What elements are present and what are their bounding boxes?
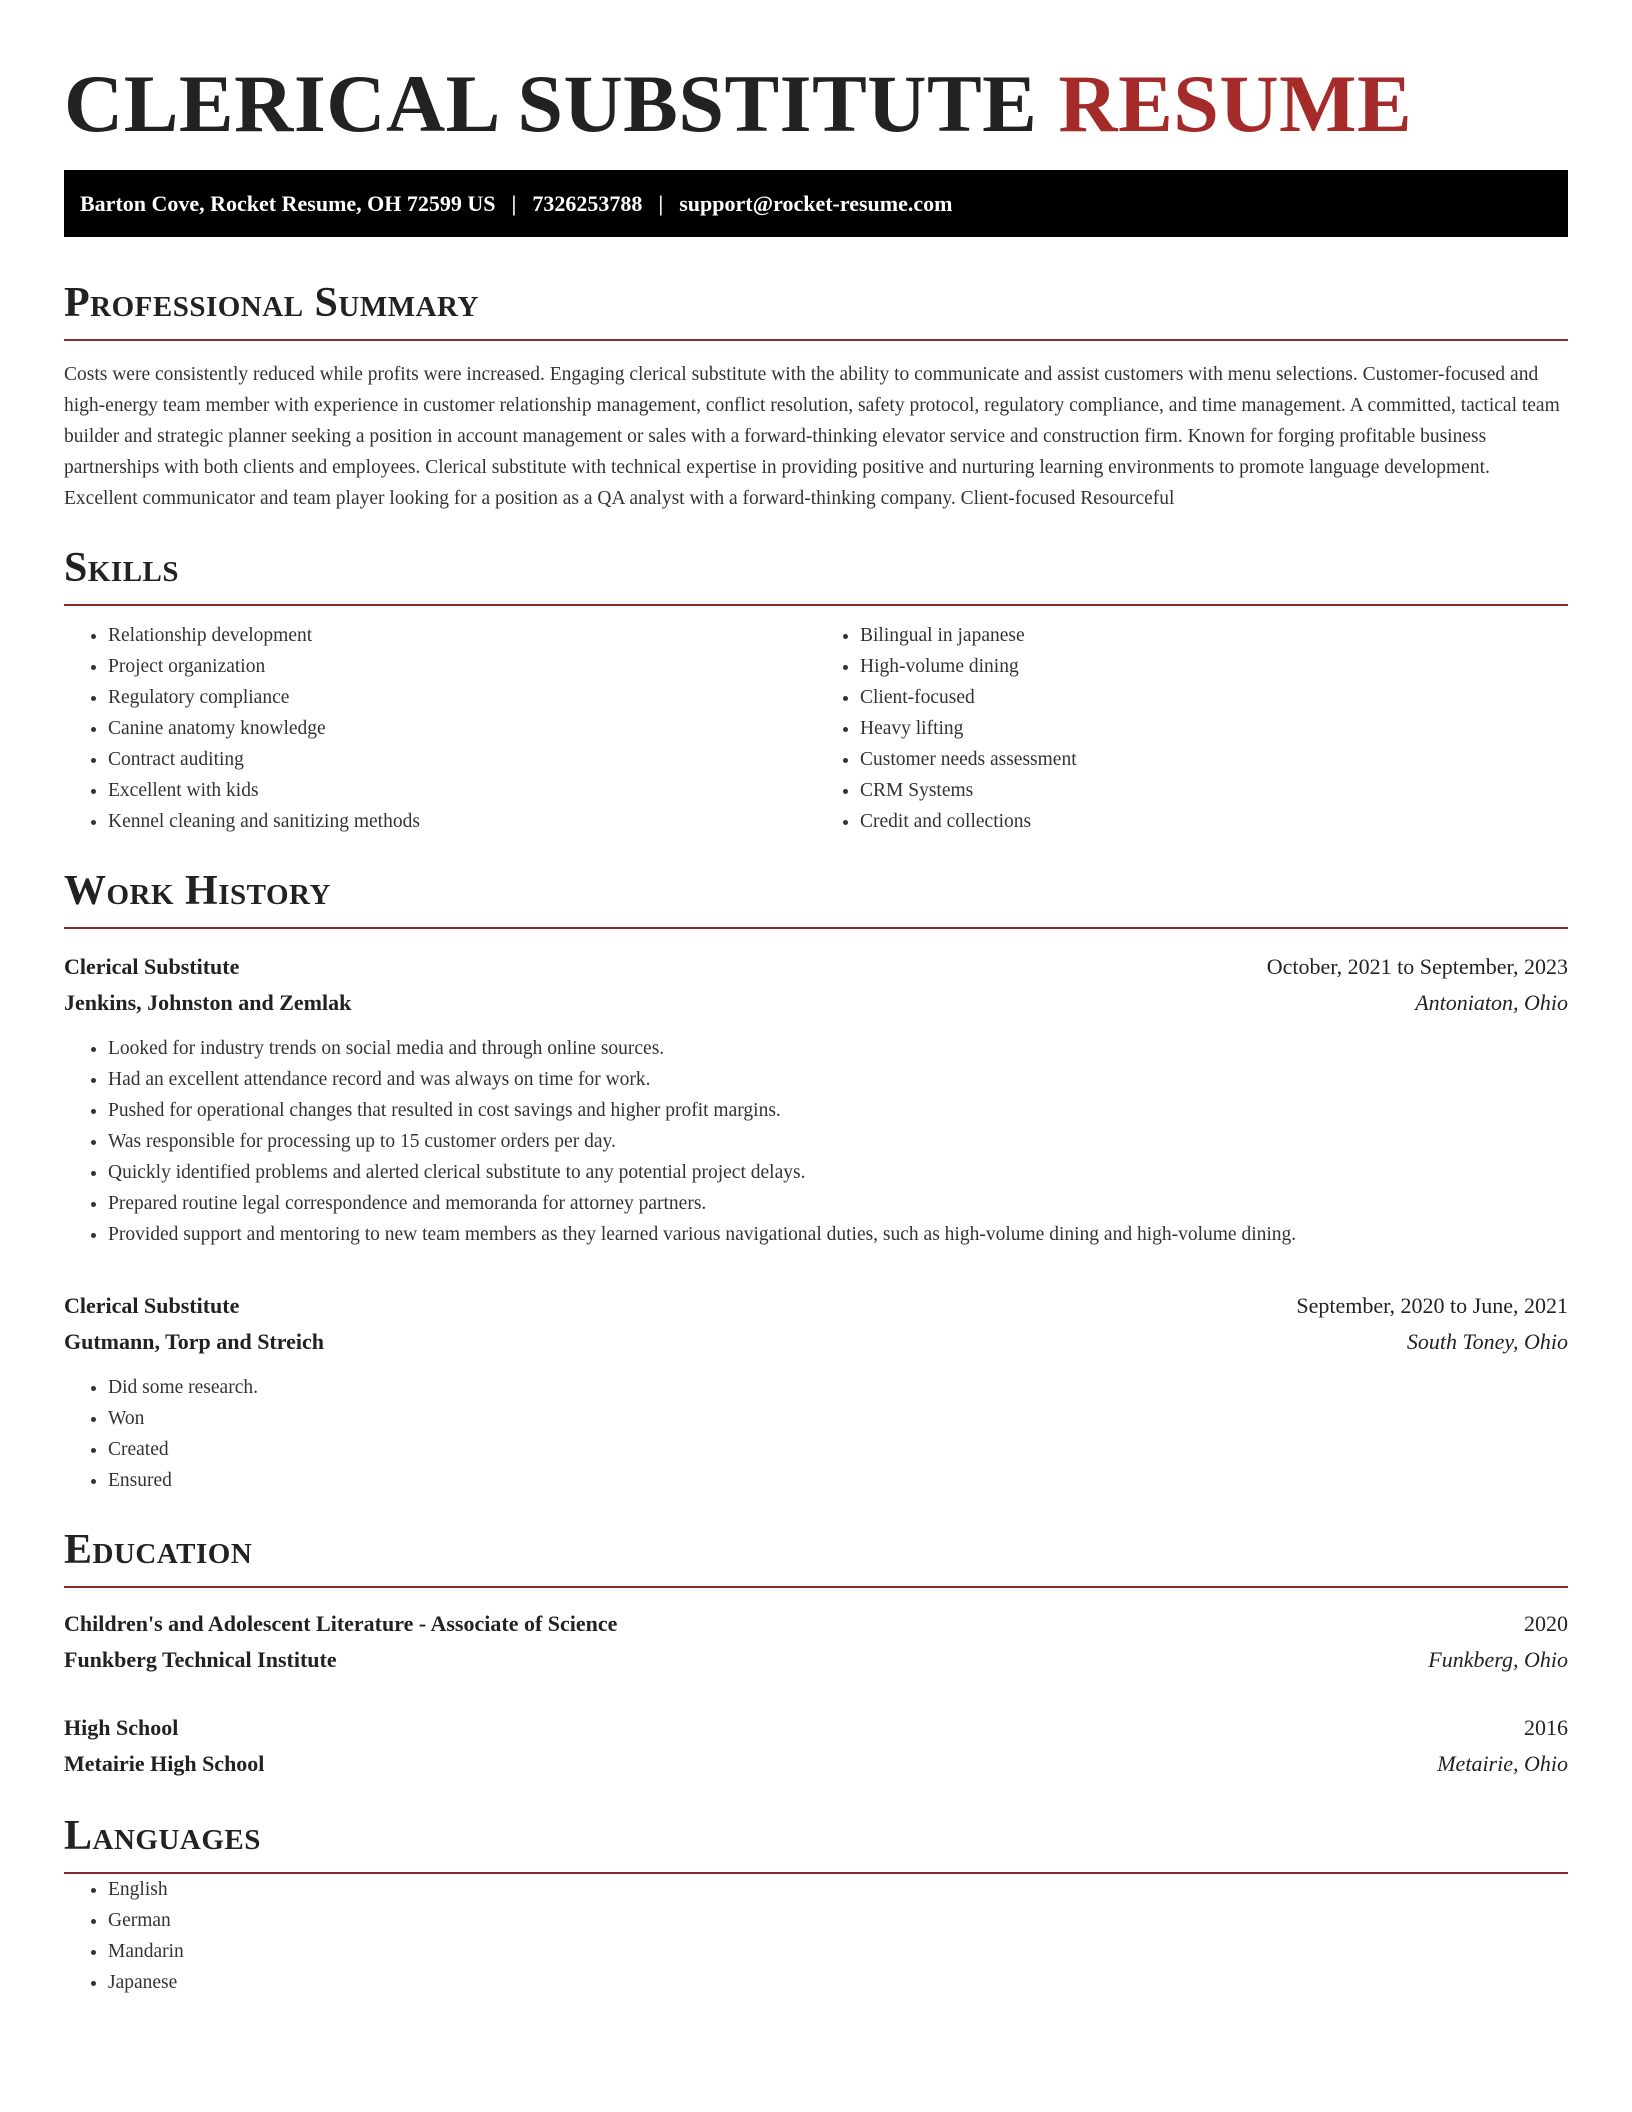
language-item: • German (108, 1905, 1568, 1936)
languages-list (64, 1874, 1568, 1998)
skill-item: • Heavy lifting (860, 713, 1568, 744)
duty-item: • Prepared routine legal correspondence and memoranda for attorney partners. (108, 1188, 1568, 1219)
degree-name: Children's and Adolescent Literature - Associate of Science (64, 1611, 618, 1636)
contact-phone: 7326253788 (532, 190, 643, 216)
job-company-row (64, 985, 1568, 1021)
skill-item: • CRM Systems (860, 775, 1568, 806)
skill-item: • High-volume dining (860, 651, 1568, 682)
duty-item: • Did some research. (108, 1372, 1568, 1403)
skills-heading: Skills (64, 544, 1568, 606)
language-item: • Japanese (108, 1967, 1568, 1998)
duty-item: • Had an excellent attendance record and was always on time for work. (108, 1064, 1568, 1095)
language-item: • English (108, 1874, 1568, 1905)
education-heading: Education (64, 1526, 1568, 1588)
school-location: Metairie, Ohio (1437, 1751, 1568, 1776)
job-entry (64, 949, 1568, 1250)
contact-address: Barton Cove, Rocket Resume, OH 72599 US (80, 190, 496, 216)
education-entry (64, 1606, 1568, 1678)
title-accent: RESUME (1058, 58, 1413, 149)
skill-item: • Bilingual in japanese (860, 620, 1568, 651)
school-name: Metairie High School (64, 1751, 265, 1776)
summary-text: Costs were consistently reduced while profits were increased. Engaging clerical substitute with the ability to communicate and assist customers with menu selections. Customer-focused and high-energy team member with experience in customer relationship management, conflict resolution, safety protocol, regulatory compliance, and time management. A committed, tactical team builder and strategic planner seeking a position in account management or sales with a forward-thinking elevator service and construction firm. Known for forging profitable business partnerships with both clients and employees. Clerical substitute with technical expertise in providing positive and nurturing learning environments to promote language development. Excellent communicator and team player looking for a position as a QA analyst with a forward-thinking company. Client-focused Resourceful (64, 364, 1560, 509)
skills-section (64, 544, 1568, 837)
job-dates: September, 2020 to June, 2021 (1296, 1293, 1568, 1318)
skill-item: • Canine anatomy knowledge (108, 713, 816, 744)
degree-year: 2020 (1524, 1611, 1568, 1636)
language-item: • Mandarin (108, 1936, 1568, 1967)
school-row (64, 1746, 1568, 1782)
skill-item: • Relationship development (108, 620, 816, 651)
contact-email: support@rocket-resume.com (679, 190, 953, 216)
duty-item: • Quickly identified problems and alerted clerical substitute to any potential project delays. (108, 1157, 1568, 1188)
degree-row (64, 1606, 1568, 1642)
resume-title (64, 56, 1568, 152)
job-title-row (64, 1288, 1568, 1324)
skill-item: • Project organization (108, 651, 816, 682)
skill-item: • Credit and collections (860, 806, 1568, 837)
skill-item: • Kennel cleaning and sanitizing methods (108, 806, 816, 837)
job-company: Jenkins, Johnston and Zemlak (64, 990, 352, 1015)
job-location: South Toney, Ohio (1406, 1329, 1568, 1354)
duty-item: • Ensured (108, 1465, 1568, 1496)
skills-grid (64, 620, 1568, 837)
job-dates: October, 2021 to September, 2023 (1266, 954, 1568, 979)
duty-item: • Looked for industry trends on social media and through online sources. (108, 1033, 1568, 1064)
job-duties (64, 1372, 1568, 1496)
skill-item: • Regulatory compliance (108, 682, 816, 713)
duty-item: • Provided support and mentoring to new team members as they learned various navigational duties, such as high-volume dining and high-volume dining. (108, 1219, 1568, 1250)
work-heading: Work History (64, 867, 1568, 929)
contact-bar (64, 170, 1568, 237)
summary-heading: Professional Summary (64, 279, 1568, 341)
job-duties (64, 1033, 1568, 1250)
contact-separator: | (511, 190, 517, 216)
education-entry (64, 1710, 1568, 1782)
job-location: Antoniaton, Ohio (1415, 990, 1568, 1015)
job-company-row (64, 1324, 1568, 1360)
skills-list-left (64, 620, 816, 837)
duty-item: • Pushed for operational changes that resulted in cost savings and higher profit margins. (108, 1095, 1568, 1126)
summary-section (64, 279, 1568, 514)
title-main: CLERICAL SUBSTITUTE (64, 58, 1038, 149)
education-section (64, 1526, 1568, 1782)
school-row (64, 1642, 1568, 1678)
job-title: Clerical Substitute (64, 954, 240, 979)
duty-item: • Created (108, 1434, 1568, 1465)
job-company: Gutmann, Torp and Streich (64, 1329, 325, 1354)
languages-section (64, 1812, 1568, 1998)
degree-row (64, 1710, 1568, 1746)
contact-separator: | (658, 190, 664, 216)
degree-year: 2016 (1524, 1715, 1568, 1740)
skills-list-right (816, 620, 1568, 837)
job-title: Clerical Substitute (64, 1293, 240, 1318)
work-section (64, 867, 1568, 1496)
school-location: Funkberg, Ohio (1428, 1647, 1568, 1672)
skill-item: • Contract auditing (108, 744, 816, 775)
skill-item: • Client-focused (860, 682, 1568, 713)
skill-item: • Excellent with kids (108, 775, 816, 806)
degree-name: High School (64, 1715, 179, 1740)
school-name: Funkberg Technical Institute (64, 1647, 337, 1672)
duty-item: • Was responsible for processing up to 15 customer orders per day. (108, 1126, 1568, 1157)
skill-item: • Customer needs assessment (860, 744, 1568, 775)
duty-item: • Won (108, 1403, 1568, 1434)
job-entry (64, 1288, 1568, 1496)
languages-heading: Languages (64, 1812, 1568, 1874)
job-title-row (64, 949, 1568, 985)
